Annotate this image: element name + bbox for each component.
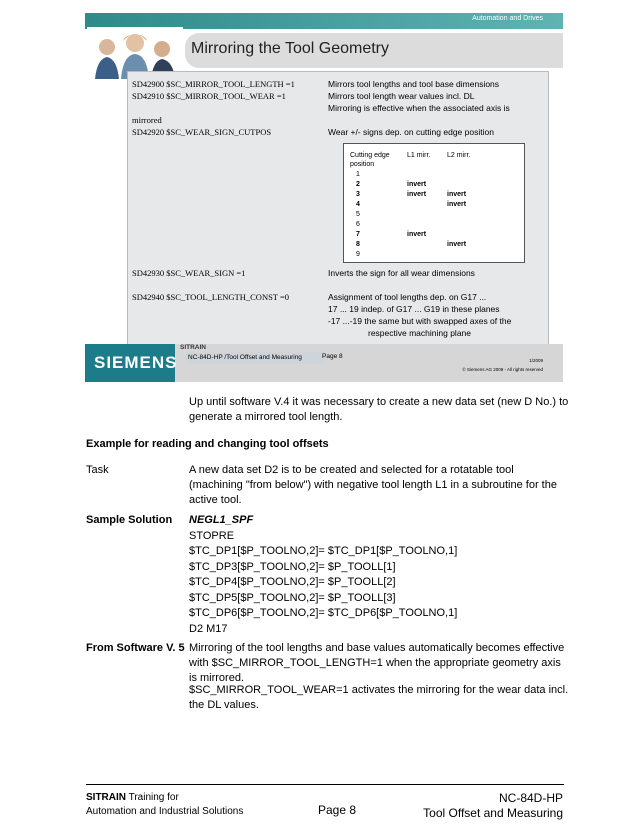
table-cell: 5 [356,211,360,218]
from-software-text: Mirroring of the tool lengths and base values automatically becomes effective with $SC_MIRROR_TOOL_LENGTH=1 when the appropriate geometry axis is mirrored. [189,642,565,684]
footer-sitrain-brand: SITRAIN [86,792,126,803]
code-line: $TC_DP5[$P_TOOLNO,2]= $P_TOOLL[3] [189,592,396,604]
code-line: STOPRE [189,530,235,542]
sd-desc: Wear +/- signs dep. on cutting edge position [328,127,494,137]
sd-row: SD42940 $SC_TOOL_LENGTH_CONST =0 [132,292,290,302]
table-header: position [350,161,375,168]
table-header: L2 mirr. [447,152,471,159]
table-cell: invert [447,191,467,198]
table-cell: 1 [356,171,360,178]
table-cell: 9 [356,251,360,258]
footer-course-title: Tool Offset and Measuring [423,806,563,820]
sd-desc: Mirrors tool length wear values incl. DL [328,91,475,101]
intro-paragraph: Up until software V.4 it was necessary to create a new data set (new D No.) to generate a mirrored tool length. [189,396,569,423]
from-software-label: From Software V. 5 [86,642,185,654]
table-cell: invert [407,231,427,238]
table-cell: 8 [356,241,360,248]
footer-sitrain [86,792,179,803]
footer-training-for: Training for [126,792,179,803]
table-cell: invert [447,241,467,248]
footer-course-code: NC-84D-HP [498,791,563,805]
slide-footer [85,344,563,382]
table-cell: 7 [356,231,360,238]
slide-title-band [185,33,563,68]
slide-date: 1/2009 [529,358,543,363]
from-software-text-2: $SC_MIRROR_TOOL_WEAR=1 activates the mirroring for the wear data incl. the DL values. [189,684,569,711]
slide-title: Mirroring the Tool Geometry [191,40,389,57]
sd-row: SD42920 $SC_WEAR_SIGN_CUTPOS [132,127,272,137]
task-label: Task [86,464,109,476]
sd-desc: Inverts the sign for all wear dimensions [328,268,475,278]
code-line: $TC_DP4[$P_TOOLNO,2]= $P_TOOLL[2] [189,576,396,588]
sd-desc: 17 ... 19 indep. of G17 ... G19 in these planes [328,304,500,314]
cutting-edge-table [343,143,525,263]
code-line: $TC_DP1[$P_TOOLNO,2]= $TC_DP1[$P_TOOLNO,1] [189,545,458,557]
sd-row: SD42930 $SC_WEAR_SIGN =1 [132,268,246,278]
sd-desc: Mirroring is effective when the associated axis is [328,103,510,113]
footer-automation: Automation and Industrial Solutions [86,806,244,817]
footer-rule [86,784,564,785]
sample-program-name: NEGL1_SPF [189,514,254,526]
sd-row: mirrored [132,115,162,125]
code-line: D2 M17 [189,623,228,635]
table-cell: 2 [356,181,360,188]
siemens-logo [85,344,178,382]
sd-desc: respective machining plane [368,328,472,338]
table-cell: 6 [356,221,360,228]
footer-page: Page 8 [318,803,357,817]
code-line: $TC_DP6[$P_TOOLNO,2]= $TC_DP6[$P_TOOLNO,1] [189,607,458,619]
slide-page-label: Page 8 [322,353,343,360]
table-cell: invert [447,201,467,208]
copyright-text: © Siemens AG 2009 - All rights reserved [462,367,543,372]
sample-solution-label: Sample Solution [86,514,173,526]
siemens-logo-text: SIEMENS [94,353,178,372]
sd-desc: -17 ...-19 the same but with swapped axes of the [328,316,512,326]
table-cell: 3 [356,191,360,198]
sd-row: SD42910 $SC_MIRROR_TOOL_WEAR =1 [132,91,286,101]
example-heading: Example for reading and changing tool offsets [86,438,329,450]
slide-image [85,13,563,383]
sitrain-label: SITRAIN [180,344,206,351]
sd-desc: Assignment of tool lengths dep. on G17 ... [328,292,487,302]
sd-row: SD42900 $SC_MIRROR_TOOL_LENGTH =1 [132,79,295,89]
sd-desc: Mirrors tool lengths and tool base dimensions [328,79,500,89]
slide-top-bar-label: Automation and Drives [472,15,543,22]
table-header: Cutting edge [350,152,390,159]
table-cell: invert [407,181,427,188]
table-cell: invert [407,191,427,198]
task-text: A new data set D2 is to be created and selected for a rotatable tool (machining "from below") with negative tool length L1 in a subroutine for the active tool. [189,464,557,506]
code-line: $TC_DP3[$P_TOOLNO,2]= $P_TOOLL[1] [189,561,396,573]
course-label: NC-84D-HP /Tool Offset and Measuring [185,352,328,364]
table-cell: 4 [356,201,360,208]
table-header: L1 mirr. [407,152,431,159]
